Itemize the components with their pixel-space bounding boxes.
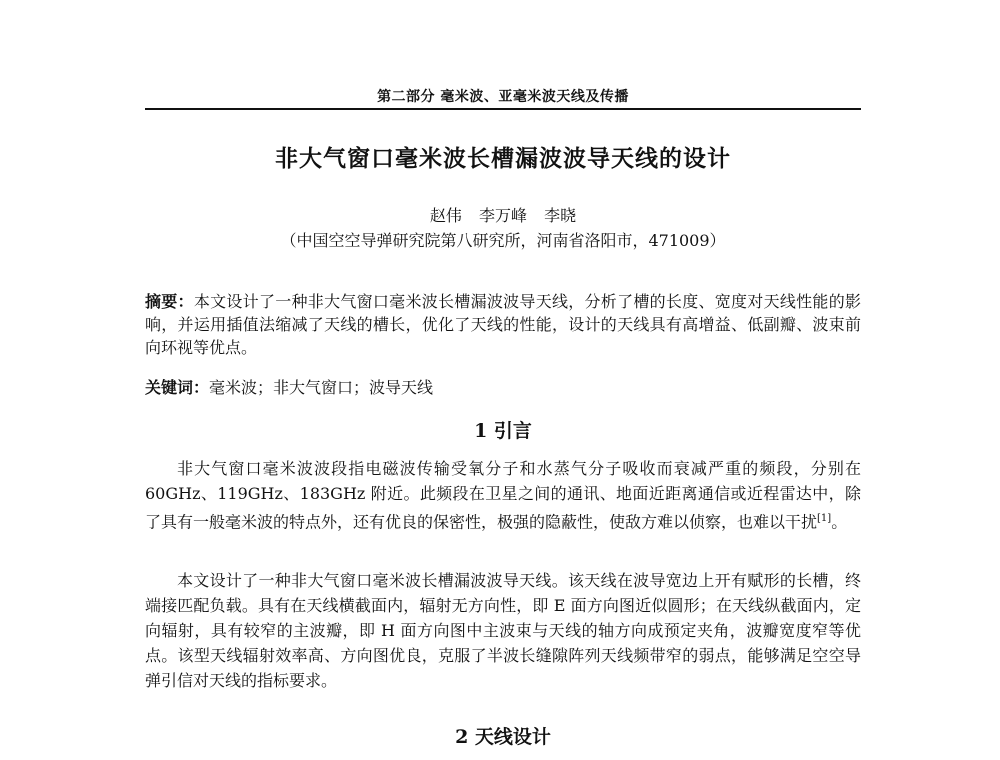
intro-paragraph-1-text: 非大气窗口毫米波波段指电磁波传输受氧分子和水蒸气分子吸收而衰减严重的频段，分别在 60GHz、119GHz、183GHz 附近。此频段在卫星之间的通讯、地面近距离通信或近程雷达中，除了具有一般毫米波的特点外，还有优良的保密性，极强的隐蔽性，使敌方难以侦察，也难以干扰 — [145, 459, 861, 532]
section-heading-antenna-design: 2 天线设计 — [455, 726, 551, 748]
paper-title: 非大气窗口毫米波长槽漏波波导天线的设计 — [275, 145, 731, 172]
header-rule — [145, 108, 861, 110]
abstract — [145, 290, 861, 359]
running-header: 第二部分 毫米波、亚毫米波天线及传播 — [377, 89, 629, 105]
section-heading-introduction: 1 引言 — [474, 420, 532, 442]
intro-paragraph-1-end: 。 — [831, 512, 848, 532]
authors: 赵伟 李万峰 李晓 — [429, 206, 577, 225]
keywords-label: 关键词： — [145, 378, 210, 397]
citation-link[interactable]: [1] — [817, 513, 832, 524]
intro-paragraph-2: 本文设计了一种非大气窗口毫米波长槽漏波波导天线。该天线在波导宽边上开有赋形的长槽，终端接匹配负载。具有在天线横截面内，辐射无方向性，即 E 面方向图近似圆形；在天线纵截面内，定向辐射，具有较窄的主波瓣，即 H 面方向图中主波束与天线的轴方向成预定夹角，波瓣宽度窄等优点。该型天线辐射效率高、方向图优良，克服了半波长缝隙阵列天线频带窄的弱点，能够满足空空导弹引信对天线的指标要求。 — [145, 571, 861, 690]
abstract-text: 本文设计了一种非大气窗口毫米波长槽漏波波导天线，分析了槽的长度、宽度对天线性能的影响，并运用插值法缩减了天线的槽长，优化了天线的性能，设计的天线具有高增益、低副瓣、波束前向环视等优点。 — [145, 292, 861, 357]
keywords-text: 毫米波；非大气窗口；波导天线 — [209, 378, 434, 397]
affiliation: （中国空空导弹研究院第八研究所，河南省洛阳市，471009） — [280, 231, 726, 250]
keywords — [145, 375, 861, 398]
intro-paragraph-1 — [145, 456, 861, 534]
abstract-label: 摘要： — [145, 292, 194, 311]
